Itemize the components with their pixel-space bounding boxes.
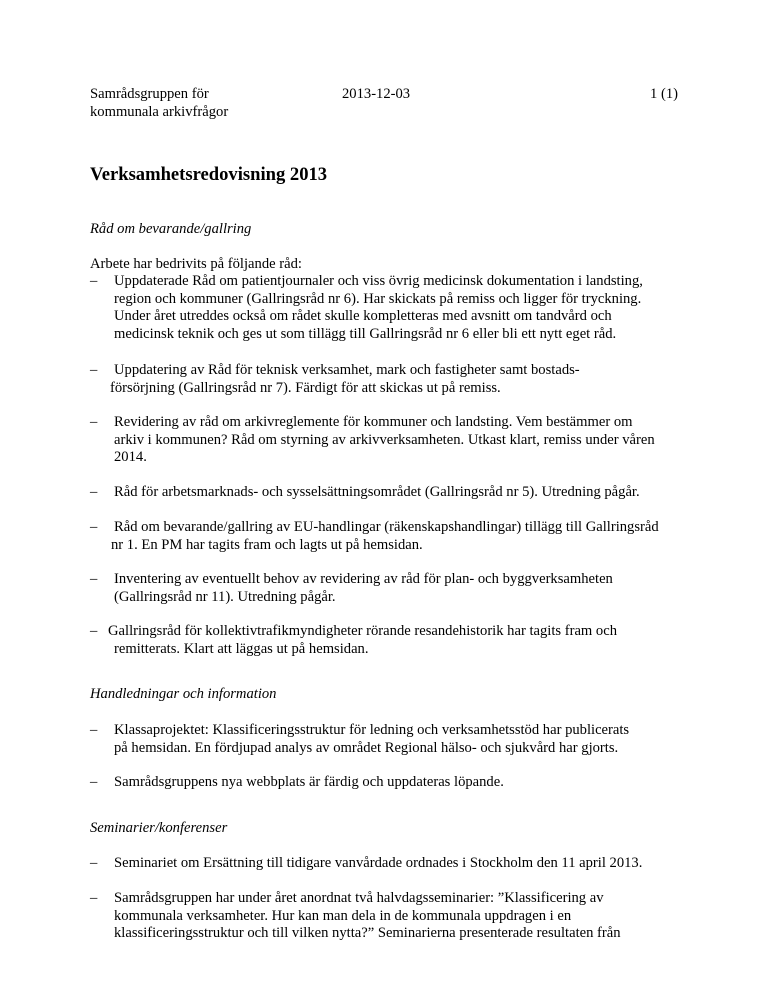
list-item-line: försörjning (Gallringsråd nr 7). Färdigt för att skickas ut på remiss. (110, 379, 501, 396)
list-item-line: Uppdatering av Råd för teknisk verksamhet, mark och fastigheter samt bostads- (114, 362, 580, 378)
list-item-line: Klassaprojektet: Klassificeringsstruktur för ledning och verksamhetsstöd har publicerats (114, 722, 630, 738)
list-item-line: Råd om bevarande/gallring av EU-handlingar (räkenskapshandlingar) tillägg till Gallringsråd (114, 519, 659, 535)
list-dash: – (90, 362, 98, 378)
document-title: Verksamhetsredovisning 2013 (90, 164, 328, 185)
list-item-line: Samrådsgruppens nya webbplats är färdig och uppdateras löpande. (114, 774, 504, 790)
list-item-line: nr 1. En PM har tagits fram och lagts ut på hemsidan. (111, 536, 423, 553)
header-org-line: Samrådsgruppen för (90, 86, 209, 102)
list-item-line: Under året utreddes också om rådet skulle kompletteras med avsnitt om tandvård och (114, 308, 612, 324)
list-item-line: Råd för arbetsmarknads- och sysselsättningsområdet (Gallringsråd nr 5). Utredning pågår. (114, 484, 640, 500)
list-dash: – (90, 623, 98, 639)
list-item (90, 273, 710, 343)
list-dash: – (90, 484, 98, 500)
header-organization (90, 86, 228, 121)
list-item-line: klassificeringsstruktur och till vilken nytta?” Seminarierna presenterade resultaten från (114, 925, 621, 941)
list-item-line: kommunala verksamheter. Hur kan man dela in de kommunala uppdragen i en (114, 907, 572, 924)
section-heading-rad: Råd om bevarande/gallring (90, 221, 252, 237)
list-dash: – (90, 571, 98, 587)
list-item-line: arkiv i kommunen? Råd om styrning av arkivverksamheten. Utkast klart, remiss under våren (114, 431, 655, 448)
list-dash: – (90, 890, 98, 906)
list-item-line: 2014. (114, 449, 147, 465)
list-item-line: Uppdaterade Råd om patientjournaler och viss övrig medicinsk dokumentation i landsting, (114, 273, 643, 289)
section-intro: Arbete har bedrivits på följande råd: (90, 256, 302, 272)
list-item (90, 484, 710, 502)
list-item (90, 571, 710, 606)
list-dash: – (90, 273, 98, 289)
list-dash: – (90, 774, 98, 790)
section-heading-handledningar: Handledningar och information (90, 686, 277, 702)
list-item (90, 890, 710, 943)
list-item-line: Seminariet om Ersättning till tidigare vanvårdade ordnades i Stockholm den 11 april 2013. (114, 855, 643, 871)
list-item (90, 855, 710, 873)
list-item-line: remitterats. Klart att läggas ut på hemsidan. (114, 640, 369, 657)
header-org-line: kommunala arkivfrågor (90, 103, 229, 120)
list-item (90, 774, 710, 792)
list-dash: – (90, 855, 98, 871)
list-item (90, 623, 710, 658)
list-item (90, 722, 710, 757)
list-item-line: region och kommuner (Gallringsråd nr 6). Har skickats på remiss och ligger för tryckning. (114, 290, 642, 307)
list-item-line: Revidering av råd om arkivreglemente för kommuner och landsting. Vem bestämmer om (114, 414, 633, 430)
list-item-line: på hemsidan. En fördjupad analys av området Regional hälso- och sjukvård har gjorts. (114, 739, 619, 756)
list-item-line: Inventering av eventuellt behov av revidering av råd för plan- och byggverksamheten (114, 571, 613, 587)
list-item-line: medicinsk teknik och ges ut som tillägg till Gallringsråd nr 6 eller bli ett nytt eget råd. (114, 325, 617, 342)
list-item (90, 362, 710, 397)
header-page-number: 1 (1) (650, 86, 678, 102)
list-item-line: Samrådsgruppen har under året anordnat två halvdagsseminarier: ”Klassificering av (114, 890, 604, 906)
list-item-line: (Gallringsråd nr 11). Utredning pågår. (114, 588, 336, 605)
list-dash: – (90, 519, 98, 535)
list-dash: – (90, 414, 98, 430)
list-item (90, 519, 710, 554)
list-item (90, 414, 710, 467)
list-dash: – (90, 722, 98, 738)
header-date: 2013-12-03 (342, 86, 411, 102)
list-item-line: Gallringsråd för kollektivtrafikmyndigheter rörande resandehistorik har tagits fram och (108, 623, 617, 639)
section-heading-seminarier: Seminarier/konferenser (90, 820, 228, 836)
